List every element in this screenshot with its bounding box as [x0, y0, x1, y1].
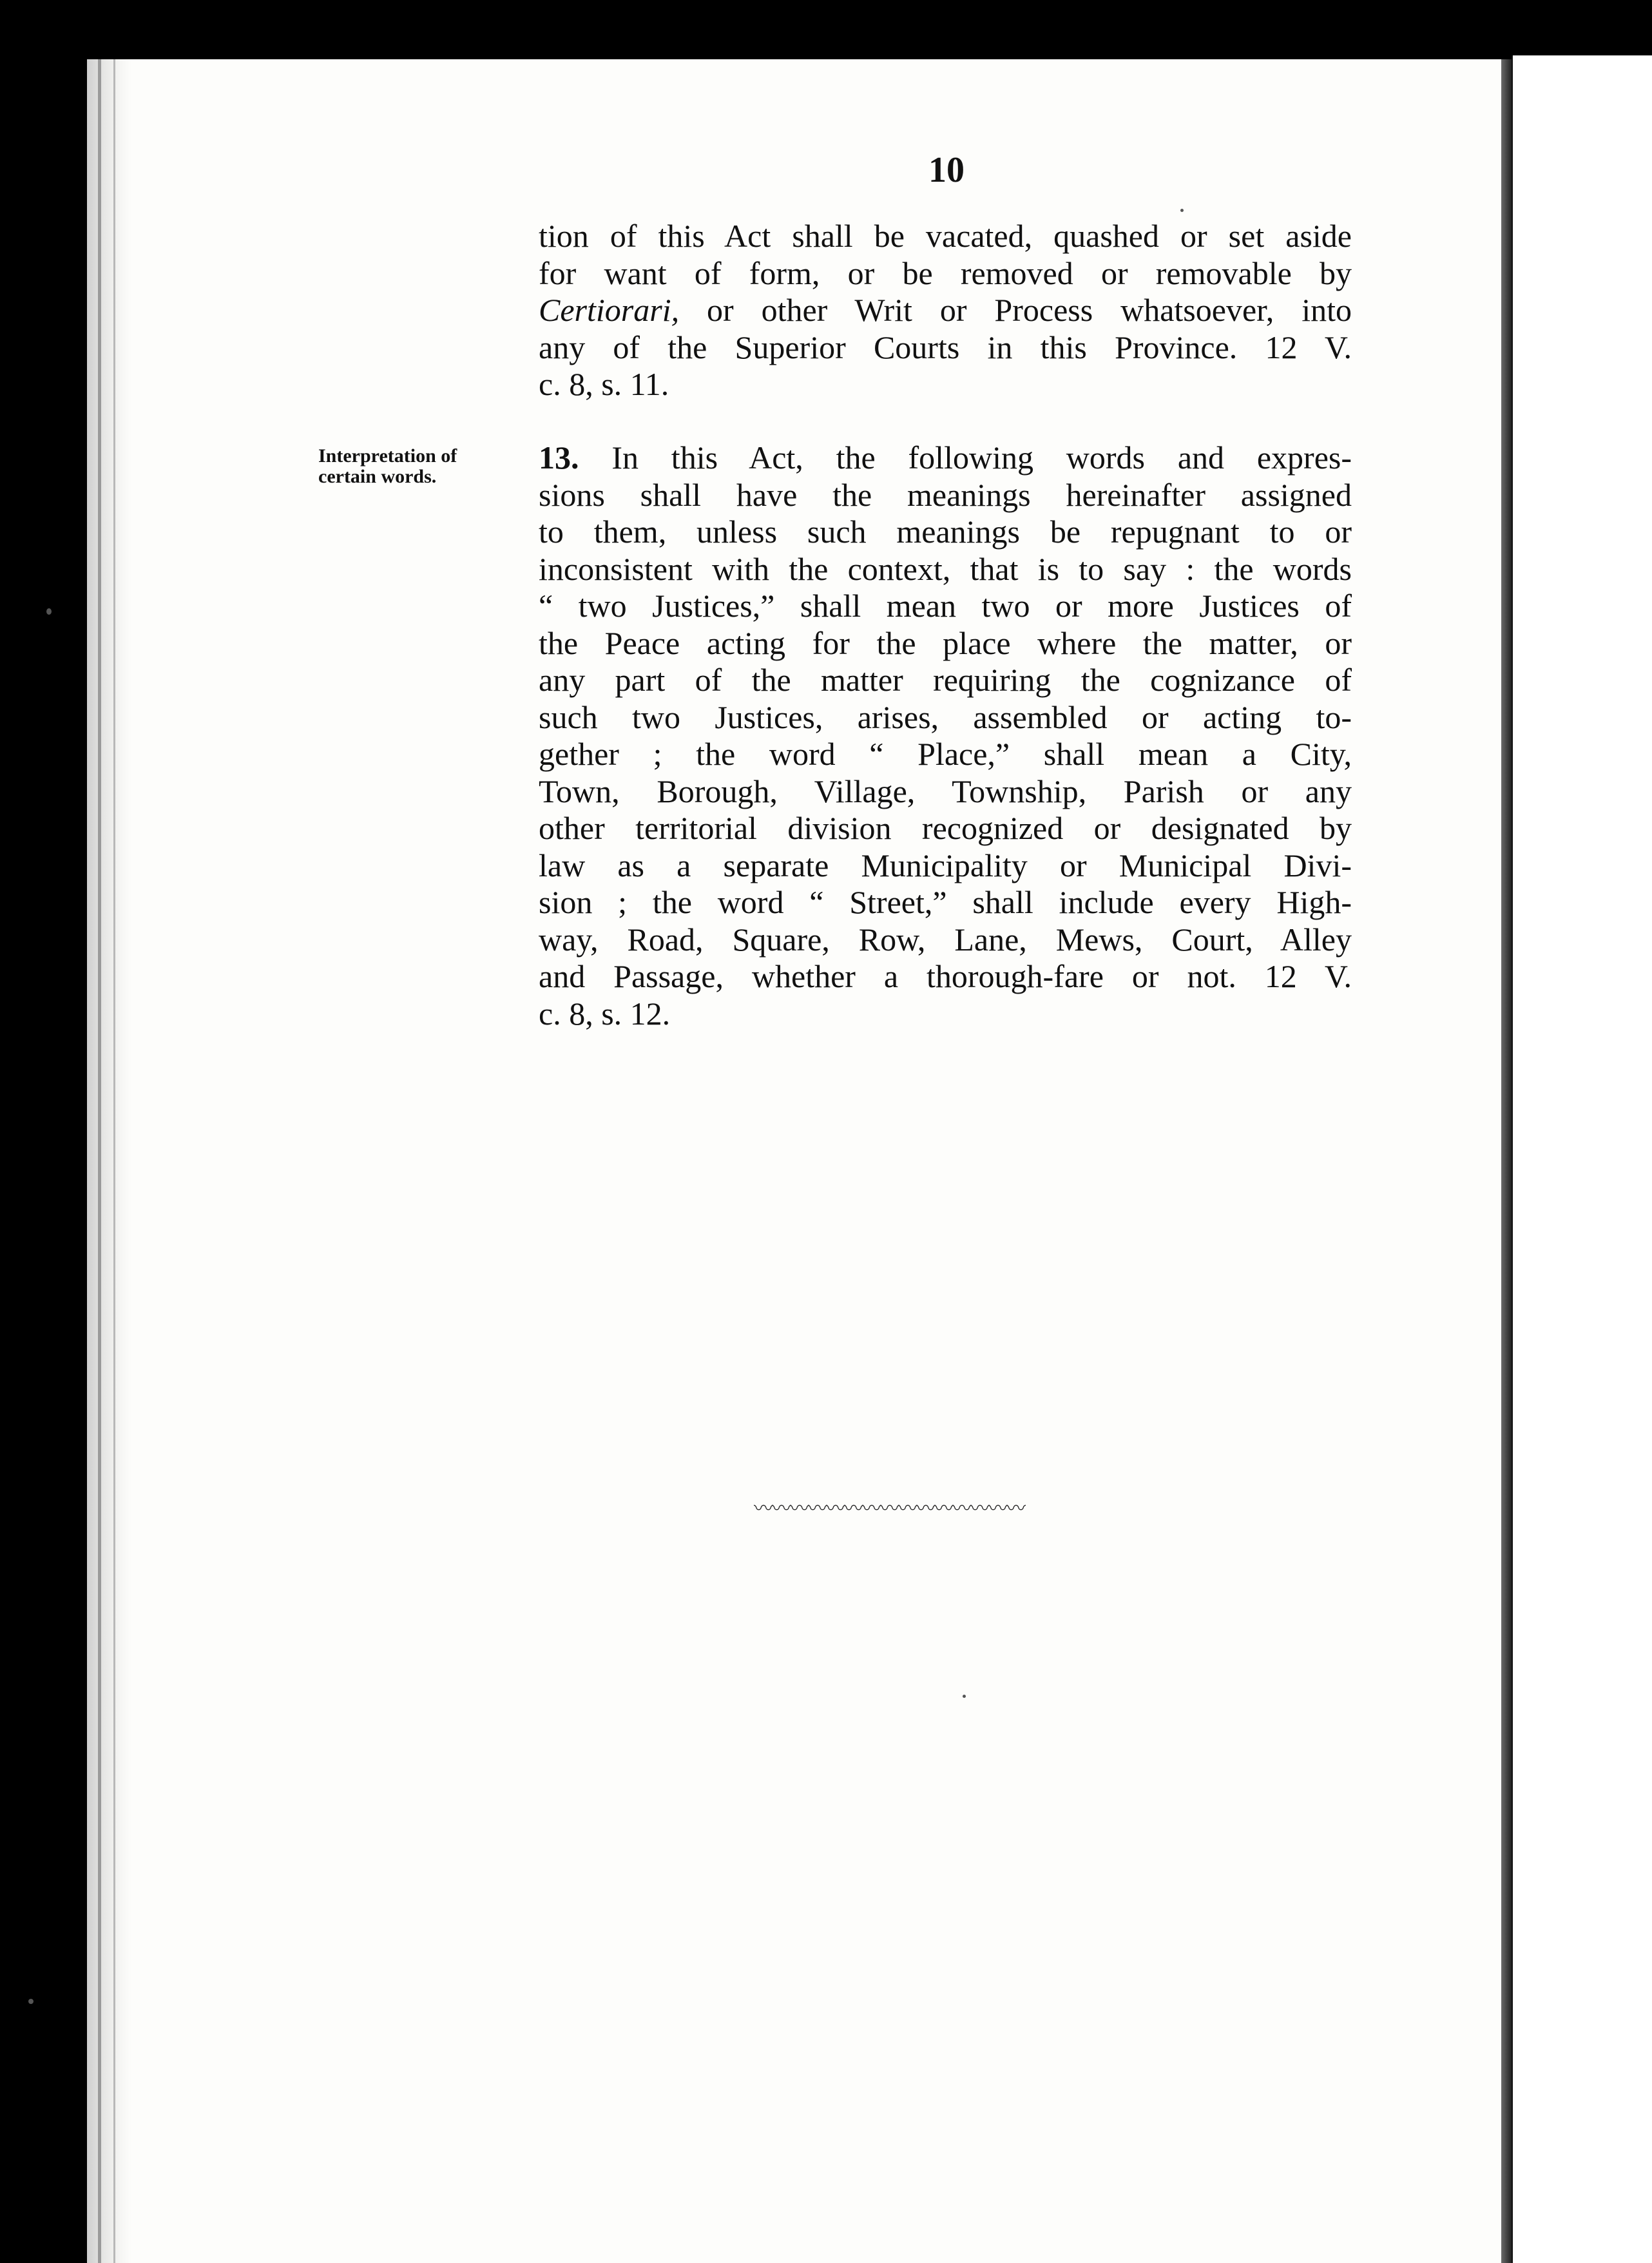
- text-line: gether ; the word “ Place,” shall mean a City,: [539, 736, 1352, 772]
- text-line: Certiorari, or other Writ or Process whatsoever, into: [539, 292, 1352, 328]
- margin-note-line: certain words.: [318, 466, 437, 487]
- text-line: for want of form, or be removed or removable by: [539, 255, 1352, 291]
- gutter-line-inner: [113, 59, 115, 2263]
- italic-term: Certiorari,: [539, 292, 680, 328]
- gutter-line: [98, 59, 101, 2263]
- text-line: 13. In this Act, the following words and expres-: [539, 439, 1352, 476]
- text-line: such two Justices, arises, assembled or acting to-: [539, 698, 1352, 735]
- text-line: inconsistent with the context, that is to say : the words: [539, 550, 1352, 587]
- section-12-continuation: [539, 218, 1352, 403]
- end-ornament-rule: 〰〰〰〰〰〰〰〰〰〰〰〰〰〰〰: [754, 1498, 1024, 1519]
- text-line: law as a separate Municipality or Municipal Divi-: [539, 847, 1352, 883]
- page-number: 10: [928, 150, 965, 190]
- margin-note-line: Interpretation of: [318, 445, 457, 467]
- text-line: Town, Borough, Village, Township, Parish or any: [539, 773, 1352, 809]
- text-line: sions shall have the meanings hereinafter assigned: [539, 476, 1352, 513]
- text-line: other territorial division recognized or designated by: [539, 810, 1352, 846]
- text-line: “ two Justices,” shall mean two or more Justices of: [539, 588, 1352, 624]
- gutter-shadow: [87, 59, 132, 2263]
- margin-note: [318, 446, 524, 487]
- section-number: 13.: [539, 439, 579, 476]
- text-line: to them, unless such meanings be repugnant to or: [539, 514, 1352, 550]
- text-line: the Peace acting for the place where the matter, or: [539, 624, 1352, 661]
- text-line: c. 8, s. 11.: [539, 366, 669, 402]
- next-page-strip: [1513, 55, 1652, 2263]
- text-line: and Passage, whether a thorough-fare or not. 12 V.: [539, 958, 1352, 994]
- text-line: c. 8, s. 12.: [539, 995, 671, 1032]
- scan-speck: [963, 1695, 966, 1698]
- scan-speck: [28, 1999, 34, 2004]
- text-line: way, Road, Square, Row, Lane, Mews, Court, Alley: [539, 921, 1352, 958]
- text-line: tion of this Act shall be vacated, quashed or set aside: [539, 218, 1352, 254]
- text-line: any part of the matter requiring the cognizance of: [539, 662, 1352, 698]
- section-13: [539, 439, 1352, 1032]
- text-line: sion ; the word “ Street,” shall include every High-: [539, 884, 1352, 920]
- scan-speck: [46, 608, 52, 615]
- text-line: any of the Superior Courts in this Province. 12 V.: [539, 329, 1352, 365]
- scan-speck: [1180, 209, 1184, 212]
